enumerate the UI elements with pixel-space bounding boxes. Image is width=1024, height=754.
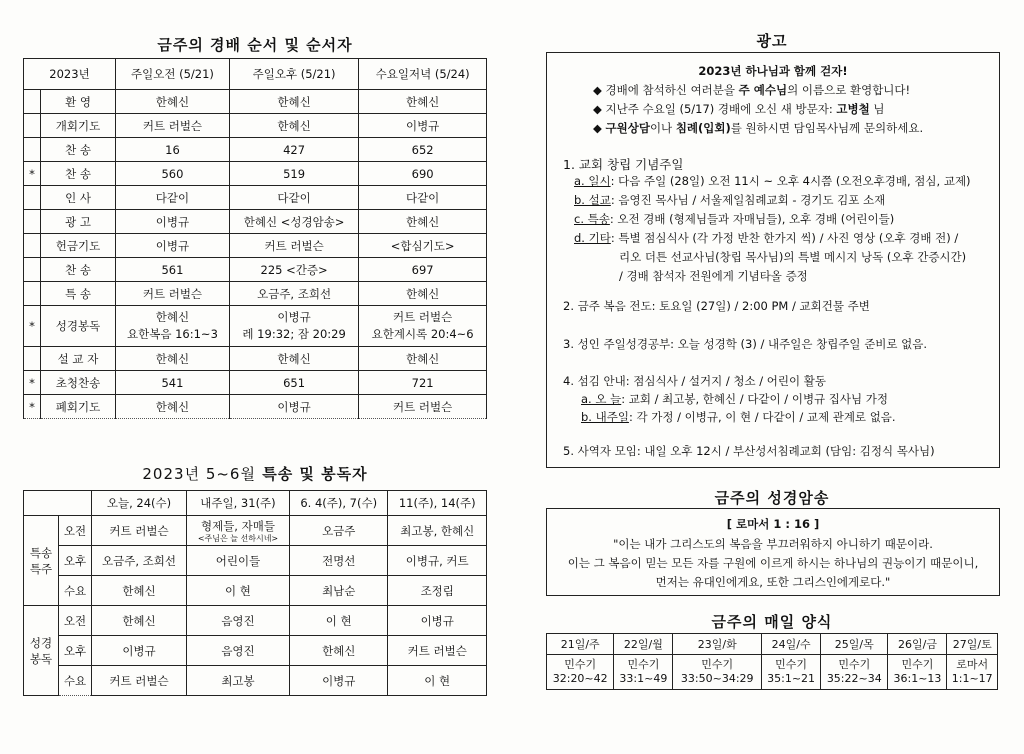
order-cell-primary: 한혜신 (277, 351, 311, 366)
order-row (24, 234, 487, 258)
order-row (24, 371, 487, 395)
special-cell (289, 636, 387, 666)
ad-item-1d-line3: / 경배 참석자 전원에게 기념타올 증정 (619, 269, 808, 283)
order-cell-primary: 519 (283, 166, 306, 181)
special-cell (186, 546, 289, 576)
ad-item-4-title: 4. 섬김 안내: 점심식사 / 설거지 / 청소 / 어린이 활동 (563, 374, 826, 388)
order-cell-primary: 한혜신 (405, 94, 440, 109)
ad-bullet-3-e: 를 원하시면 담임목사님께 문의하세요. (730, 121, 924, 135)
order-cell-primary: 이병규 (155, 214, 190, 229)
ad-item-1d-line2: 리오 더튼 선교사님(창립 목사님)의 특별 메시지 낭독 (오후 간증시간) (619, 250, 967, 264)
order-cell-primary: 427 (283, 142, 306, 157)
daily-reading-row (547, 655, 998, 690)
special-cell-name: 최고봉, 한혜신 (400, 523, 475, 538)
special-service-label: 수요 (59, 666, 92, 696)
order-header-wednesday: 수요일저녁 (5/24) (359, 59, 487, 90)
special-header-next-sunday: 내주일, 31(주) (186, 491, 289, 516)
order-item-name: 광 고 (41, 210, 116, 234)
special-cell (186, 666, 289, 696)
daily-reading-table (546, 633, 998, 690)
daily-day-header: 24일/수 (762, 634, 821, 655)
special-service-label: 수요 (59, 576, 92, 606)
order-cell-primary: 커트 러벌슨 (142, 118, 203, 133)
required-mark (24, 258, 41, 282)
ad-item-1-title: 1. 교회 창립 기념주일 (563, 157, 684, 172)
order-cell-primary: 다같이 (405, 190, 440, 205)
special-table (23, 490, 487, 696)
order-cell (229, 395, 358, 419)
order-item-name: 찬 송 (41, 258, 116, 282)
verse-box (546, 508, 1000, 596)
special-group-label: 특송 특주 (24, 516, 59, 606)
daily-reading-cell (888, 655, 947, 690)
daily-range: 33:50~34:29 (680, 672, 754, 685)
required-mark (24, 234, 41, 258)
daily-book: 민수기 (775, 658, 808, 671)
special-cell-name: 커트 러벌슨 (109, 673, 169, 688)
special-group-label: 성경 봉독 (24, 606, 59, 696)
special-cell (289, 606, 387, 636)
daily-day-header: 27일/토 (947, 634, 998, 655)
order-cell-scripture: 요한복음 16:1~3 (127, 327, 218, 341)
order-cell-scripture: 레 19:32; 잠 20:29 (242, 327, 346, 341)
ad-item-2: 2. 금주 복음 전도: 토요일 (27일) / 2:00 PM / 교회건물 주변 (563, 299, 870, 313)
special-header-blank (24, 491, 92, 516)
order-row (24, 114, 487, 138)
order-cell-primary: 한혜신 (277, 94, 311, 109)
daily-day-header: 21일/주 (547, 634, 614, 655)
special-cell (92, 576, 187, 606)
daily-day-header: 25일/목 (821, 634, 888, 655)
daily-day-header: 23일/화 (673, 634, 762, 655)
special-service-label: 오전 (59, 606, 92, 636)
order-cell-primary: 커트 러벌슨 (264, 238, 324, 253)
daily-range: 33:1~49 (619, 672, 668, 685)
daily-book: 민수기 (838, 658, 871, 671)
order-cell-primary: 한혜신 <성경암송> (243, 214, 345, 229)
special-cell-name: 음영진 (221, 643, 255, 658)
special-cell-note: <주님은 늘 선하시네> (197, 534, 279, 543)
daily-book: 로마서 (956, 658, 989, 671)
order-header-sunday-am: 주일오전 (5/21) (116, 59, 230, 90)
special-cell (289, 546, 387, 576)
special-cell-name: 이병규, 커트 (405, 553, 469, 568)
daily-reading-cell (947, 655, 998, 690)
order-cell (116, 395, 230, 419)
daily-book: 민수기 (701, 658, 734, 671)
required-mark: * (24, 306, 41, 347)
special-title (23, 463, 487, 484)
order-row (24, 186, 487, 210)
daily-reading-cell (614, 655, 673, 690)
special-cell (92, 546, 187, 576)
special-row (24, 546, 487, 576)
order-item-name: 인 사 (41, 186, 116, 210)
order-cell (229, 162, 358, 186)
order-row (24, 306, 487, 347)
daily-book: 민수기 (627, 658, 660, 671)
order-cell-primary: 697 (411, 262, 434, 277)
order-cell (359, 114, 487, 138)
ad-bullet-3-c: 이나 (649, 121, 676, 135)
order-cell (229, 90, 358, 114)
order-cell (229, 138, 358, 162)
order-row (24, 210, 487, 234)
special-cell (92, 636, 187, 666)
order-cell-primary: 561 (161, 262, 184, 277)
special-cell-name: 한혜신 (122, 583, 156, 598)
special-title-bold: 특송 및 봉독자 (262, 465, 368, 483)
required-mark: * (24, 395, 41, 419)
special-cell-name: 이병규 (322, 673, 356, 688)
daily-day-header: 22일/월 (614, 634, 673, 655)
daily-range: 36:1~13 (893, 672, 942, 685)
order-cell-primary: 225 <간증> (260, 262, 328, 277)
daily-reading-cell (547, 655, 614, 690)
ad-bullet-2-b: 고병철 (836, 102, 870, 116)
announcement-box (546, 52, 1000, 468)
order-cell-primary: 541 (161, 375, 184, 390)
ad-title: 광고 (756, 32, 788, 50)
order-title: 금주의 경배 순서 및 순서자 (157, 36, 353, 54)
ad-item-4a-label: a. 오 늘 (581, 392, 622, 406)
special-cell (388, 606, 487, 636)
ad-item-1b-text: : 음영진 목사님 / 서울제일침례교회 - 경기도 김포 소재 (610, 193, 886, 207)
special-cell-name: 이 현 (225, 583, 251, 598)
order-row (24, 258, 487, 282)
ad-item-1b-label: b. 설교 (574, 193, 611, 207)
special-cell-name: 이병규 (122, 643, 156, 658)
ad-bullet-1-c: 의 이름으로 환영합니다! (787, 83, 911, 97)
special-cell-name: 어린이들 (215, 553, 261, 568)
special-cell (388, 546, 487, 576)
order-cell-primary: 한혜신 (155, 399, 190, 414)
order-item-name: 특 송 (41, 282, 116, 306)
order-cell (229, 186, 358, 210)
order-row (24, 90, 487, 114)
daily-reading-cell (673, 655, 762, 690)
order-cell (359, 234, 487, 258)
ad-item-4a-text: : 교회 / 최고봉, 한혜신 / 다같이 / 이병규 집사님 가정 (621, 392, 889, 406)
special-cell (388, 576, 487, 606)
special-header-row (24, 491, 487, 516)
order-cell (229, 210, 358, 234)
required-mark: * (24, 371, 41, 395)
order-cell-primary: 한혜신 (405, 214, 440, 229)
order-item-name: 환 영 (41, 90, 116, 114)
order-cell-primary: 한혜신 (155, 310, 190, 324)
special-cell (388, 636, 487, 666)
special-cell (186, 636, 289, 666)
daily-range: 35:22~34 (826, 672, 882, 685)
special-service-label: 오후 (59, 636, 92, 666)
order-cell (229, 282, 358, 306)
special-cell-name: 한혜신 (322, 643, 356, 658)
ad-bullet-3-a: ◆ (593, 121, 606, 135)
special-title-prefix: 2023년 5~6월 (142, 465, 256, 483)
special-cell-name: 이 현 (325, 613, 352, 628)
order-item-name: 폐회기도 (41, 395, 116, 419)
special-service-label: 오전 (59, 516, 92, 546)
order-cell (359, 90, 487, 114)
ad-item-1a-text: : 다음 주일 (28일) 오전 11시 ~ 오후 4시쯤 (오전오후경배, 점심, 교제) (610, 174, 971, 188)
ad-item-1c (574, 211, 894, 227)
special-cell (92, 516, 187, 546)
special-cell-name: 조정림 (420, 583, 454, 598)
daily-reading-cell (821, 655, 888, 690)
required-mark (24, 114, 41, 138)
order-cell-primary: 커트 러벌슨 (393, 310, 453, 324)
special-row (24, 576, 487, 606)
special-cell-name: 오금주 (322, 523, 356, 538)
daily-range: 32:20~42 (552, 672, 608, 685)
verse-line-2: 이는 그 복음이 믿는 모든 자를 구원에 이르게 하시는 하나님의 권능이기 때문이니, (567, 556, 979, 570)
order-item-name: 성경봉독 (41, 306, 116, 347)
special-cell (186, 516, 289, 546)
special-service-label: 오후 (59, 546, 92, 576)
required-mark (24, 282, 41, 306)
special-cell (92, 606, 187, 636)
ad-item-3: 3. 성인 주일성경공부: 오늘 성경학 (3) / 내주일은 창립주일 준비로 없음. (563, 337, 928, 351)
special-cell-name: 커트 러벌슨 (407, 643, 467, 658)
order-header-row (24, 59, 487, 90)
special-row (24, 666, 487, 696)
ad-bullet-3-d: 침례(입회) (675, 121, 731, 135)
daily-book: 민수기 (564, 658, 597, 671)
order-cell (116, 371, 230, 395)
order-cell (359, 210, 487, 234)
required-mark (24, 138, 41, 162)
special-row (24, 516, 487, 546)
special-cell (92, 666, 187, 696)
ad-item-1a-label: a. 일시 (574, 174, 611, 188)
order-cell-primary: 한혜신 (155, 94, 190, 109)
order-cell-primary: 16 (165, 142, 180, 157)
order-cell (116, 114, 230, 138)
ad-bullet-2-c: 님 (869, 102, 885, 116)
order-row (24, 138, 487, 162)
order-header-year: 2023년 (24, 59, 116, 90)
special-cell-name: 최고봉 (221, 673, 255, 688)
order-cell-primary: <합심기도> (390, 238, 455, 253)
order-cell (359, 258, 487, 282)
order-cell-primary: 이병규 (155, 238, 190, 253)
special-cell-name: 한혜신 (122, 613, 156, 628)
order-cell-primary: 한혜신 (155, 351, 190, 366)
ad-item-4b-label: b. 내주일 (581, 410, 629, 424)
order-cell-primary: 한혜신 (405, 351, 440, 366)
order-row (24, 347, 487, 371)
special-cell-name: 이 현 (424, 673, 451, 688)
special-cell-name: 음영진 (221, 613, 255, 628)
special-cell (289, 666, 387, 696)
ad-bullet-2-a: ◆ 지난주 수요일 (5/17) 경배에 오신 새 방문자: (593, 102, 837, 116)
order-cell-primary: 한혜신 (405, 286, 440, 301)
special-cell-name: 최남순 (322, 583, 356, 598)
order-cell-primary: 다같이 (155, 190, 190, 205)
special-cell-name: 전명선 (322, 553, 356, 568)
special-cell (289, 576, 387, 606)
ad-item-1c-text: : 오전 경배 (형제님들과 자매님들), 오후 경배 (어린이들) (609, 212, 895, 226)
verse-line-1: "이는 내가 그리스도의 복음을 부끄러워하지 아니하기 때문이라. (613, 537, 933, 551)
order-cell (359, 138, 487, 162)
order-item-name: 헌금기도 (41, 234, 116, 258)
ad-item-5: 5. 사역자 모임: 내일 오후 12시 / 부산성서침례교회 (담임: 김정식 목사님) (563, 444, 935, 458)
order-cell (359, 162, 487, 186)
special-row (24, 606, 487, 636)
order-cell (359, 186, 487, 210)
order-cell (229, 371, 358, 395)
order-table (23, 58, 487, 419)
order-cell-primary: 커트 러벌슨 (142, 286, 203, 301)
required-mark: * (24, 162, 41, 186)
order-item-name: 찬 송 (41, 138, 116, 162)
order-cell (116, 258, 230, 282)
order-body (24, 90, 487, 419)
order-cell (116, 210, 230, 234)
ad-bullet-3 (593, 120, 923, 136)
special-cell (289, 516, 387, 546)
daily-range: 35:1~21 (767, 672, 816, 685)
ad-item-4a (581, 391, 888, 407)
order-cell (229, 347, 358, 371)
special-body (24, 516, 487, 696)
order-cell (359, 395, 487, 419)
order-item-name: 개회기도 (41, 114, 116, 138)
order-cell-primary: 이병규 (277, 399, 311, 414)
required-mark (24, 347, 41, 371)
special-header-june-4: 6. 4(주), 7(수) (289, 491, 387, 516)
order-header-sunday-pm: 주일오후 (5/21) (229, 59, 358, 90)
daily-title: 금주의 매일 양식 (711, 613, 833, 631)
order-cell (116, 186, 230, 210)
required-mark (24, 186, 41, 210)
order-cell (229, 306, 358, 347)
order-cell (116, 282, 230, 306)
order-cell-primary: 651 (283, 375, 306, 390)
daily-header-row (547, 634, 998, 655)
special-cell (186, 576, 289, 606)
order-cell (229, 114, 358, 138)
order-cell (116, 347, 230, 371)
order-row (24, 395, 487, 419)
verse-line-3: 먼저는 유대인에게요, 또한 그리스인에게로다." (655, 575, 891, 589)
order-cell-primary: 이병규 (277, 310, 311, 324)
ad-bullet-1-a: ◆ 경배에 참석하신 여러분을 (593, 83, 739, 97)
order-cell-primary: 오금주, 조희선 (257, 286, 332, 301)
ad-item-1d-label: d. 기타 (574, 231, 611, 245)
order-item-name: 초청찬송 (41, 371, 116, 395)
ad-item-1c-label: c. 특송 (574, 212, 610, 226)
ad-item-4b-text: : 각 가정 / 이병규, 이 현 / 다같이 / 교제 관계로 없음. (628, 410, 896, 424)
order-row (24, 162, 487, 186)
ad-bullet-3-b: 구원상담 (605, 121, 650, 135)
special-cell (388, 666, 487, 696)
daily-book: 민수기 (901, 658, 934, 671)
ad-bullet-1-b: 주 예수님 (738, 83, 788, 97)
order-cell-primary: 721 (411, 375, 434, 390)
daily-day-header: 26일/금 (888, 634, 947, 655)
order-cell-primary: 한혜신 (277, 118, 311, 133)
required-mark (24, 90, 41, 114)
special-cell-name: 오금주, 조희선 (102, 553, 176, 568)
order-cell (359, 371, 487, 395)
ad-item-1a (574, 173, 971, 189)
ad-bullet-1 (593, 82, 910, 98)
daily-range: 1:1~17 (951, 672, 993, 685)
ad-item-1b (574, 192, 885, 208)
special-cell-name: 형제들, 자매들 (200, 519, 275, 533)
order-cell (359, 347, 487, 371)
order-cell (229, 258, 358, 282)
order-cell-primary: 커트 러벌슨 (393, 399, 453, 414)
order-item-name: 찬 송 (41, 162, 116, 186)
order-cell-primary: 652 (411, 142, 434, 157)
verse-title: 금주의 성경암송 (714, 489, 830, 507)
ad-item-4b (581, 409, 896, 425)
special-cell (186, 606, 289, 636)
order-cell-scripture: 요한계시록 20:4~6 (371, 327, 474, 341)
ad-item-1d-text: : 특별 점심식사 (각 가정 반찬 한가지 씩) / 사진 영상 (오후 경배 전) / (610, 231, 959, 245)
order-cell-primary: 다같이 (277, 190, 311, 205)
special-header-june-11: 11(주), 14(주) (388, 491, 487, 516)
order-cell (116, 162, 230, 186)
daily-reading-cell (762, 655, 821, 690)
special-row (24, 636, 487, 666)
required-mark (24, 210, 41, 234)
ad-item-1d (574, 230, 958, 246)
order-cell-primary: 690 (411, 166, 434, 181)
special-cell-name: 이병규 (420, 613, 454, 628)
order-cell (116, 234, 230, 258)
order-item-name: 설 교 자 (41, 347, 116, 371)
order-cell (116, 90, 230, 114)
verse-reference: [ 로마서 1 : 16 ] (726, 517, 820, 531)
order-cell (116, 138, 230, 162)
order-cell-primary: 560 (161, 166, 184, 181)
special-cell-name: 커트 러벌슨 (109, 523, 169, 538)
special-header-today: 오늘, 24(수) (92, 491, 187, 516)
ad-bullet-2 (593, 101, 885, 117)
special-cell (388, 516, 487, 546)
order-row (24, 282, 487, 306)
ad-headline: 2023년 하나님과 함께 걷자! (698, 64, 848, 78)
order-cell (359, 306, 487, 347)
order-cell (116, 306, 230, 347)
order-cell (229, 234, 358, 258)
order-cell (359, 282, 487, 306)
order-cell-primary: 이병규 (405, 118, 440, 133)
